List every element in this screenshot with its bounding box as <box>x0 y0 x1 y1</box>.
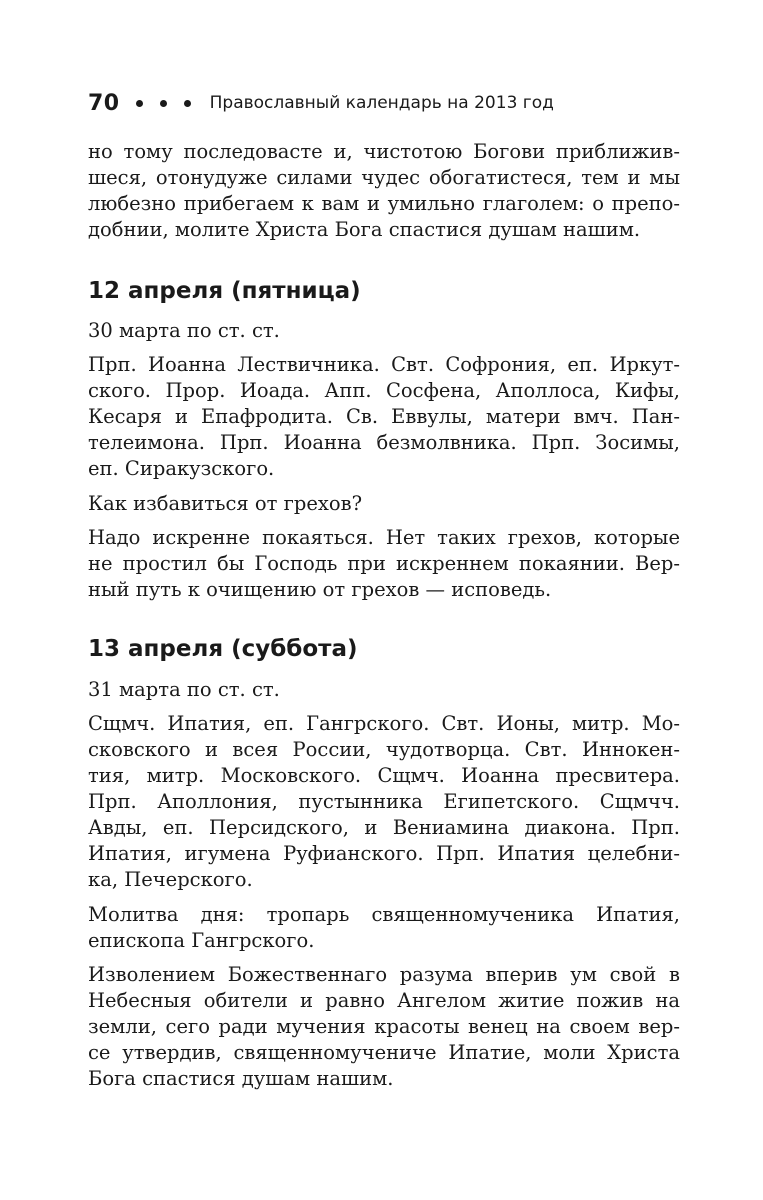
text-line: Авды, еп. Персидского, и Вениамина диакона. Прп. <box>88 816 680 839</box>
question <box>88 491 680 517</box>
text-line: ка, Печерского. <box>88 868 253 891</box>
text-line: Прп. Аполлония, пустынника Египетского. Сщмчч. <box>88 790 680 813</box>
saints-paragraph <box>88 352 680 482</box>
text-line: Прп. Иоанна Лествичника. Свт. Софрония, еп. Иркут- <box>88 353 680 376</box>
text-line: ского. Прор. Иоада. Апп. Сосфена, Аполлоса, Кифы, <box>88 379 680 402</box>
text-line: се утвердив, священномучениче Ипатие, моли Христа <box>88 1041 680 1064</box>
old-style-date <box>88 677 680 703</box>
section-heading-april-12: 12 апреля (пятница) <box>88 278 361 304</box>
text-line: любезно прибегаем к вам и умильно глаголем: о препо- <box>88 192 680 215</box>
text-line: ный путь к очищению от грехов — исповедь. <box>88 578 552 601</box>
text-line: Бога спастися душам нашим. <box>88 1067 394 1090</box>
text-line: Кесаря и Епафродита. Св. Еввулы, матери вмч. Пан- <box>88 405 680 428</box>
text-line: Сщмч. Ипатия, еп. Гангрского. Свт. Ионы, митр. Мо- <box>88 712 680 735</box>
text-line: Как избавиться от грехов? <box>88 492 363 515</box>
prayer-intro-paragraph <box>88 902 680 954</box>
text-line: Ипатия, игумена Руфианского. Прп. Ипатия целебни- <box>88 842 680 865</box>
book-title: Православный календарь на 2013 год <box>209 93 554 113</box>
text-line: сковского и всея России, чудотворца. Свт. Иннокен- <box>88 738 680 761</box>
page-number: 70 <box>88 90 120 116</box>
answer-paragraph <box>88 525 680 603</box>
text-line: но тому последовасте и, чистотою Богови приближив- <box>88 140 680 163</box>
text-line: телеимона. Прп. Иоанна безмолвника. Прп. Зосимы, <box>88 431 680 454</box>
prayer-paragraph <box>88 962 680 1092</box>
text-line: шеся, отонудуже силами чудес обогатистеся, тем и мы <box>88 166 680 189</box>
separator-dots-icon <box>136 100 191 107</box>
saints-paragraph <box>88 711 680 893</box>
dot-icon <box>184 100 191 107</box>
dot-icon <box>160 100 167 107</box>
text-line: земли, сего ради мучения красоты венец на своем вер- <box>88 1015 680 1038</box>
text-line: добнии, молите Христа Бога спастися душам нашим. <box>88 218 641 241</box>
old-style-date <box>88 318 680 344</box>
text-line: епископа Гангрского. <box>88 929 315 952</box>
text-line: Надо искренне покаяться. Нет таких грехов, которые <box>88 526 680 549</box>
running-head <box>88 88 680 118</box>
text-line: 31 марта по ст. ст. <box>88 678 280 701</box>
text-line: еп. Сиракузского. <box>88 457 275 480</box>
text-line: 30 марта по ст. ст. <box>88 319 280 342</box>
intro-paragraph <box>88 139 680 243</box>
text-line: Небесныя обители и равно Ангелом житие пожив на <box>88 989 680 1012</box>
text-line: Изволением Божественнаго разума вперив ум свой в <box>88 963 680 986</box>
section-heading-april-13: 13 апреля (суббота) <box>88 636 358 662</box>
text-line: тия, митр. Московского. Сщмч. Иоанна пресвитера. <box>88 764 680 787</box>
text-line: не простил бы Господь при искреннем покаянии. Вер- <box>88 552 680 575</box>
dot-icon <box>136 100 143 107</box>
text-line: Молитва дня: тропарь священномученика Ипатия, <box>88 903 680 926</box>
